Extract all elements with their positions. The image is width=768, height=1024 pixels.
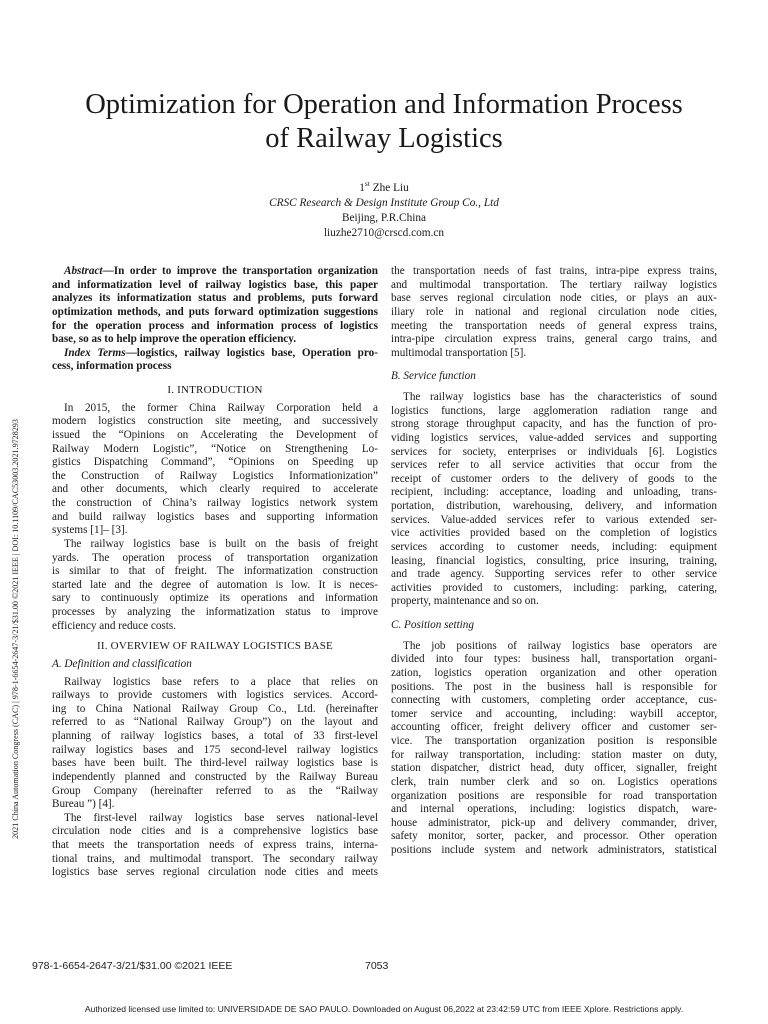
text-line: systems [1]– [3]. bbox=[52, 524, 128, 537]
text-line: intra-pipe circulation express trains, general cargo trains, and bbox=[391, 333, 717, 346]
section-2b-paragraph-1 bbox=[391, 391, 717, 609]
section-2c-paragraph-1 bbox=[391, 640, 717, 858]
text-line: positions. The post in the business hall is responsible for bbox=[391, 680, 717, 693]
text-line: services. Value-added services refer to various extended ser- bbox=[391, 513, 717, 526]
text-line: Bureau ”) [4]. bbox=[52, 798, 115, 811]
text-line: bases have been built. The third-level railway logistics base is bbox=[52, 757, 378, 770]
title-line-2: of Railway Logistics bbox=[265, 123, 503, 154]
text-line: recipient, including: acceptance, loading and unloading, trans- bbox=[391, 486, 717, 499]
text-line: Index Terms—logistics, railway logistics base, Operation pro- bbox=[64, 346, 378, 359]
text-line: cess, information process bbox=[52, 360, 172, 373]
text-line: and other documents, which clearly required to accelerate bbox=[52, 483, 378, 496]
text-line: Abstract—In order to improve the transportation organization bbox=[64, 265, 378, 277]
abstract bbox=[52, 265, 378, 347]
text-line: independently planned and constructed by the Railway Bureau bbox=[52, 770, 378, 783]
text-line: the transportation needs of fast trains, intra-pipe express trains, bbox=[391, 265, 717, 277]
author-affiliation: CRSC Research & Design Institute Group Co., Ltd bbox=[269, 196, 499, 209]
footer-isbn: 978-1-6654-2647-3/21/$31.00 ©2021 IEEE bbox=[32, 960, 233, 972]
text-line: leasing, financial logistics, consulting, price insuring, training, bbox=[391, 554, 717, 567]
text-line: iliary role in national and regional circulation node cities, bbox=[391, 305, 717, 318]
author-city: Beijing, P.R.China bbox=[341, 211, 427, 224]
text-line: and multimodal transportation. The tertiary railway logistics bbox=[391, 278, 717, 291]
text-line: gistics Dispatching Command”, “Opinions on Speeding up bbox=[52, 456, 378, 469]
text-line: logistics base serves regional circulation node cities and meets bbox=[52, 866, 378, 879]
title-line-1: Optimization for Operation and Information Process bbox=[85, 89, 683, 120]
text-line: Group Company (hereinafter referred to as the “Railway bbox=[52, 784, 378, 797]
author-ordinal: 1 bbox=[359, 181, 365, 194]
text-line: divided into four types: business hall, transportation organi- bbox=[391, 653, 717, 666]
text-line: the construction of China’s railway logistics network system bbox=[52, 497, 378, 509]
text-line: organization positions are responsible for road transportation bbox=[391, 789, 717, 802]
text-line: activities provided to customers, including: parking, catering, bbox=[391, 581, 717, 594]
text-line: railways to provide customers with logistics services. Accord- bbox=[52, 689, 378, 702]
author-email[interactable]: liuzhe2710@crscd.com.cn bbox=[323, 226, 445, 239]
text-line: ing to China National Railway Group Co., Ltd. (hereinafter bbox=[52, 702, 378, 715]
text-line: processes by analyzing the informatization status to improve bbox=[52, 606, 378, 618]
text-line: issued the “Opinions on Accelerating the Development of bbox=[52, 428, 378, 441]
author-name: Zhe Liu bbox=[372, 181, 409, 194]
text-line: planning of railway logistics bases, a total of 33 first-level bbox=[52, 730, 378, 742]
left-column bbox=[52, 265, 378, 880]
text-line: services for society, enterprises or individuals [6]. Logistics bbox=[391, 445, 717, 458]
index-terms bbox=[52, 347, 378, 374]
text-line: clerk, train number clerk and so on. Logistics operations bbox=[391, 775, 717, 788]
text-line: Railway Modern Logistic”, “Notice on Strengthening Lo- bbox=[52, 442, 378, 455]
author-block bbox=[0, 176, 768, 241]
text-line: base, so as to help improve the operation efficiency. bbox=[52, 333, 297, 346]
text-line: and build railway logistics bases and supporting information bbox=[52, 510, 378, 523]
section-2a-paragraph-2 bbox=[52, 812, 378, 880]
section-1-paragraph-2 bbox=[52, 538, 378, 633]
text-line: circulation node cities and is a comprehensive logistics base bbox=[52, 825, 378, 838]
text-line: meeting the transportation needs of general express trains, bbox=[391, 319, 717, 332]
footer-page-number: 7053 bbox=[365, 960, 389, 972]
text-line: for the operation process and information process of logistics bbox=[52, 319, 378, 332]
label: Index Terms bbox=[64, 346, 126, 359]
text-line: The railway logistics base is built on the basis of freight bbox=[64, 537, 378, 550]
section-2-heading: II. OVERVIEW OF RAILWAY LOGISTICS BASE bbox=[97, 640, 333, 653]
text-line: is similar to that of freight. The informatization construction bbox=[52, 565, 378, 578]
text-line: house administrator, pick-up and delivery commander, driver, bbox=[391, 816, 717, 829]
right-column bbox=[391, 265, 717, 858]
text-line: vice activities provided based on the completion of logistics bbox=[391, 527, 717, 540]
section-2c-heading: C. Position setting bbox=[391, 619, 474, 631]
license-notice: Authorized licensed use limited to: UNIVERSIDADE DE SAO PAULO. Downloaded on August 06,2022 at 23:42:59 UTC from IEEE Xplore. Restrictions apply. bbox=[84, 1004, 684, 1014]
text-line: base serves regional circulation node cities, or plays an aux- bbox=[391, 292, 717, 305]
text-line: vice. The transportation organization position is responsible bbox=[391, 735, 717, 747]
text-line: station dispatcher, district head, duty officer, signaller, freight bbox=[391, 762, 717, 775]
section-2a-paragraph-1 bbox=[52, 676, 378, 812]
text-line: the Construction of Railway Logistics Informationization” bbox=[52, 469, 378, 482]
text-line: The first-level railway logistics base serves national-level bbox=[64, 811, 378, 824]
text-line: portation, distribution, warehousing, delivery, and information bbox=[391, 500, 717, 512]
text-line: services according to customer needs, including: equipment bbox=[391, 540, 717, 553]
text-line: zation, logistics operation organization and other operation bbox=[391, 666, 717, 679]
section-1-paragraph-1 bbox=[52, 402, 378, 538]
text-line: The railway logistics base has the characteristics of sound bbox=[403, 391, 717, 403]
text-line: tomer service and accounting, including: waybill acceptor, bbox=[391, 707, 717, 720]
section-1-heading: I. INTRODUCTION bbox=[167, 384, 263, 396]
text-line: property, maintenance and so on. bbox=[391, 595, 539, 608]
text-line: efficiency and reduce costs. bbox=[52, 619, 177, 632]
text-line: accounting officer, freight delivery officer and customer ser- bbox=[391, 721, 717, 734]
section-2a-continuation bbox=[391, 265, 717, 360]
text-line: safety monitor, sorter, packer, and processor. Other operation bbox=[391, 830, 717, 843]
text-line: receipt of customer orders to the delivery of goods to the bbox=[391, 472, 717, 485]
text-line: Railway logistics base refers to a place that relies on bbox=[64, 675, 378, 688]
text-line: optimization methods, and puts forward optimization suggestions bbox=[52, 305, 378, 318]
text-line: tional trains, and multimodal transport. The secondary railway bbox=[52, 852, 378, 865]
text-line: positions include system and network administrators, statistical bbox=[391, 844, 717, 856]
text-line: strong storage throughput capacity, and has the function of pro- bbox=[391, 418, 717, 431]
text-line: started late and the degree of automation is low. It is neces- bbox=[52, 578, 378, 591]
text-line: and informatization level of railway logistics base, this paper bbox=[52, 278, 378, 291]
text-line: multimodal transportation [5]. bbox=[391, 346, 527, 359]
paper-title bbox=[30, 88, 738, 156]
section-2a-heading: A. Definition and classification bbox=[52, 657, 192, 670]
text-line: referred to as “National Railway Group”) on the layout and bbox=[52, 716, 378, 729]
text-line: and internal operations, including: logistics dispatch, ware- bbox=[391, 803, 717, 816]
doi-sidebar: 2021 China Automation Congress (CAC) | 978-1-6654-2647-3/21/$31.00 ©2021 IEEE | DOI: 10.1109/CAC53003.2021.9728293 bbox=[11, 419, 20, 839]
text-line: viding logistics services, value-added services and supporting bbox=[391, 431, 717, 444]
text-line: railway logistics bases and 175 second-level railway logistics bbox=[52, 743, 378, 756]
text-line: sary to continuously optimize its operations and information bbox=[52, 592, 378, 605]
text-line: connecting with customers, completing order acceptance, cus- bbox=[391, 694, 717, 707]
text-line: logistics functions, large agglomeration radiation range and bbox=[391, 404, 717, 417]
text-line: for railway transportation, including: station master on duty, bbox=[391, 748, 717, 761]
author-ordinal-suffix: st bbox=[364, 179, 370, 188]
text-line: that meets the transportation needs of express trains, interna- bbox=[52, 839, 378, 851]
label: Abstract bbox=[64, 265, 103, 277]
text-line: In 2015, the former China Railway Corporation held a bbox=[64, 401, 378, 414]
text-line: and trade agency. Supporting services refer to other service bbox=[391, 568, 717, 581]
text-line: analyzes its informatization status and problems, puts forward bbox=[52, 292, 378, 305]
author-name-line bbox=[0, 176, 768, 196]
section-2b-heading: B. Service function bbox=[391, 370, 476, 383]
text-line: services refer to all service activities that occur from the bbox=[391, 459, 717, 472]
text-line: The job positions of railway logistics base operators are bbox=[403, 639, 717, 652]
text-line: modern logistics construction site meeting, and successively bbox=[52, 415, 378, 428]
text-line: yards. The operation process of transportation organization bbox=[52, 551, 378, 564]
